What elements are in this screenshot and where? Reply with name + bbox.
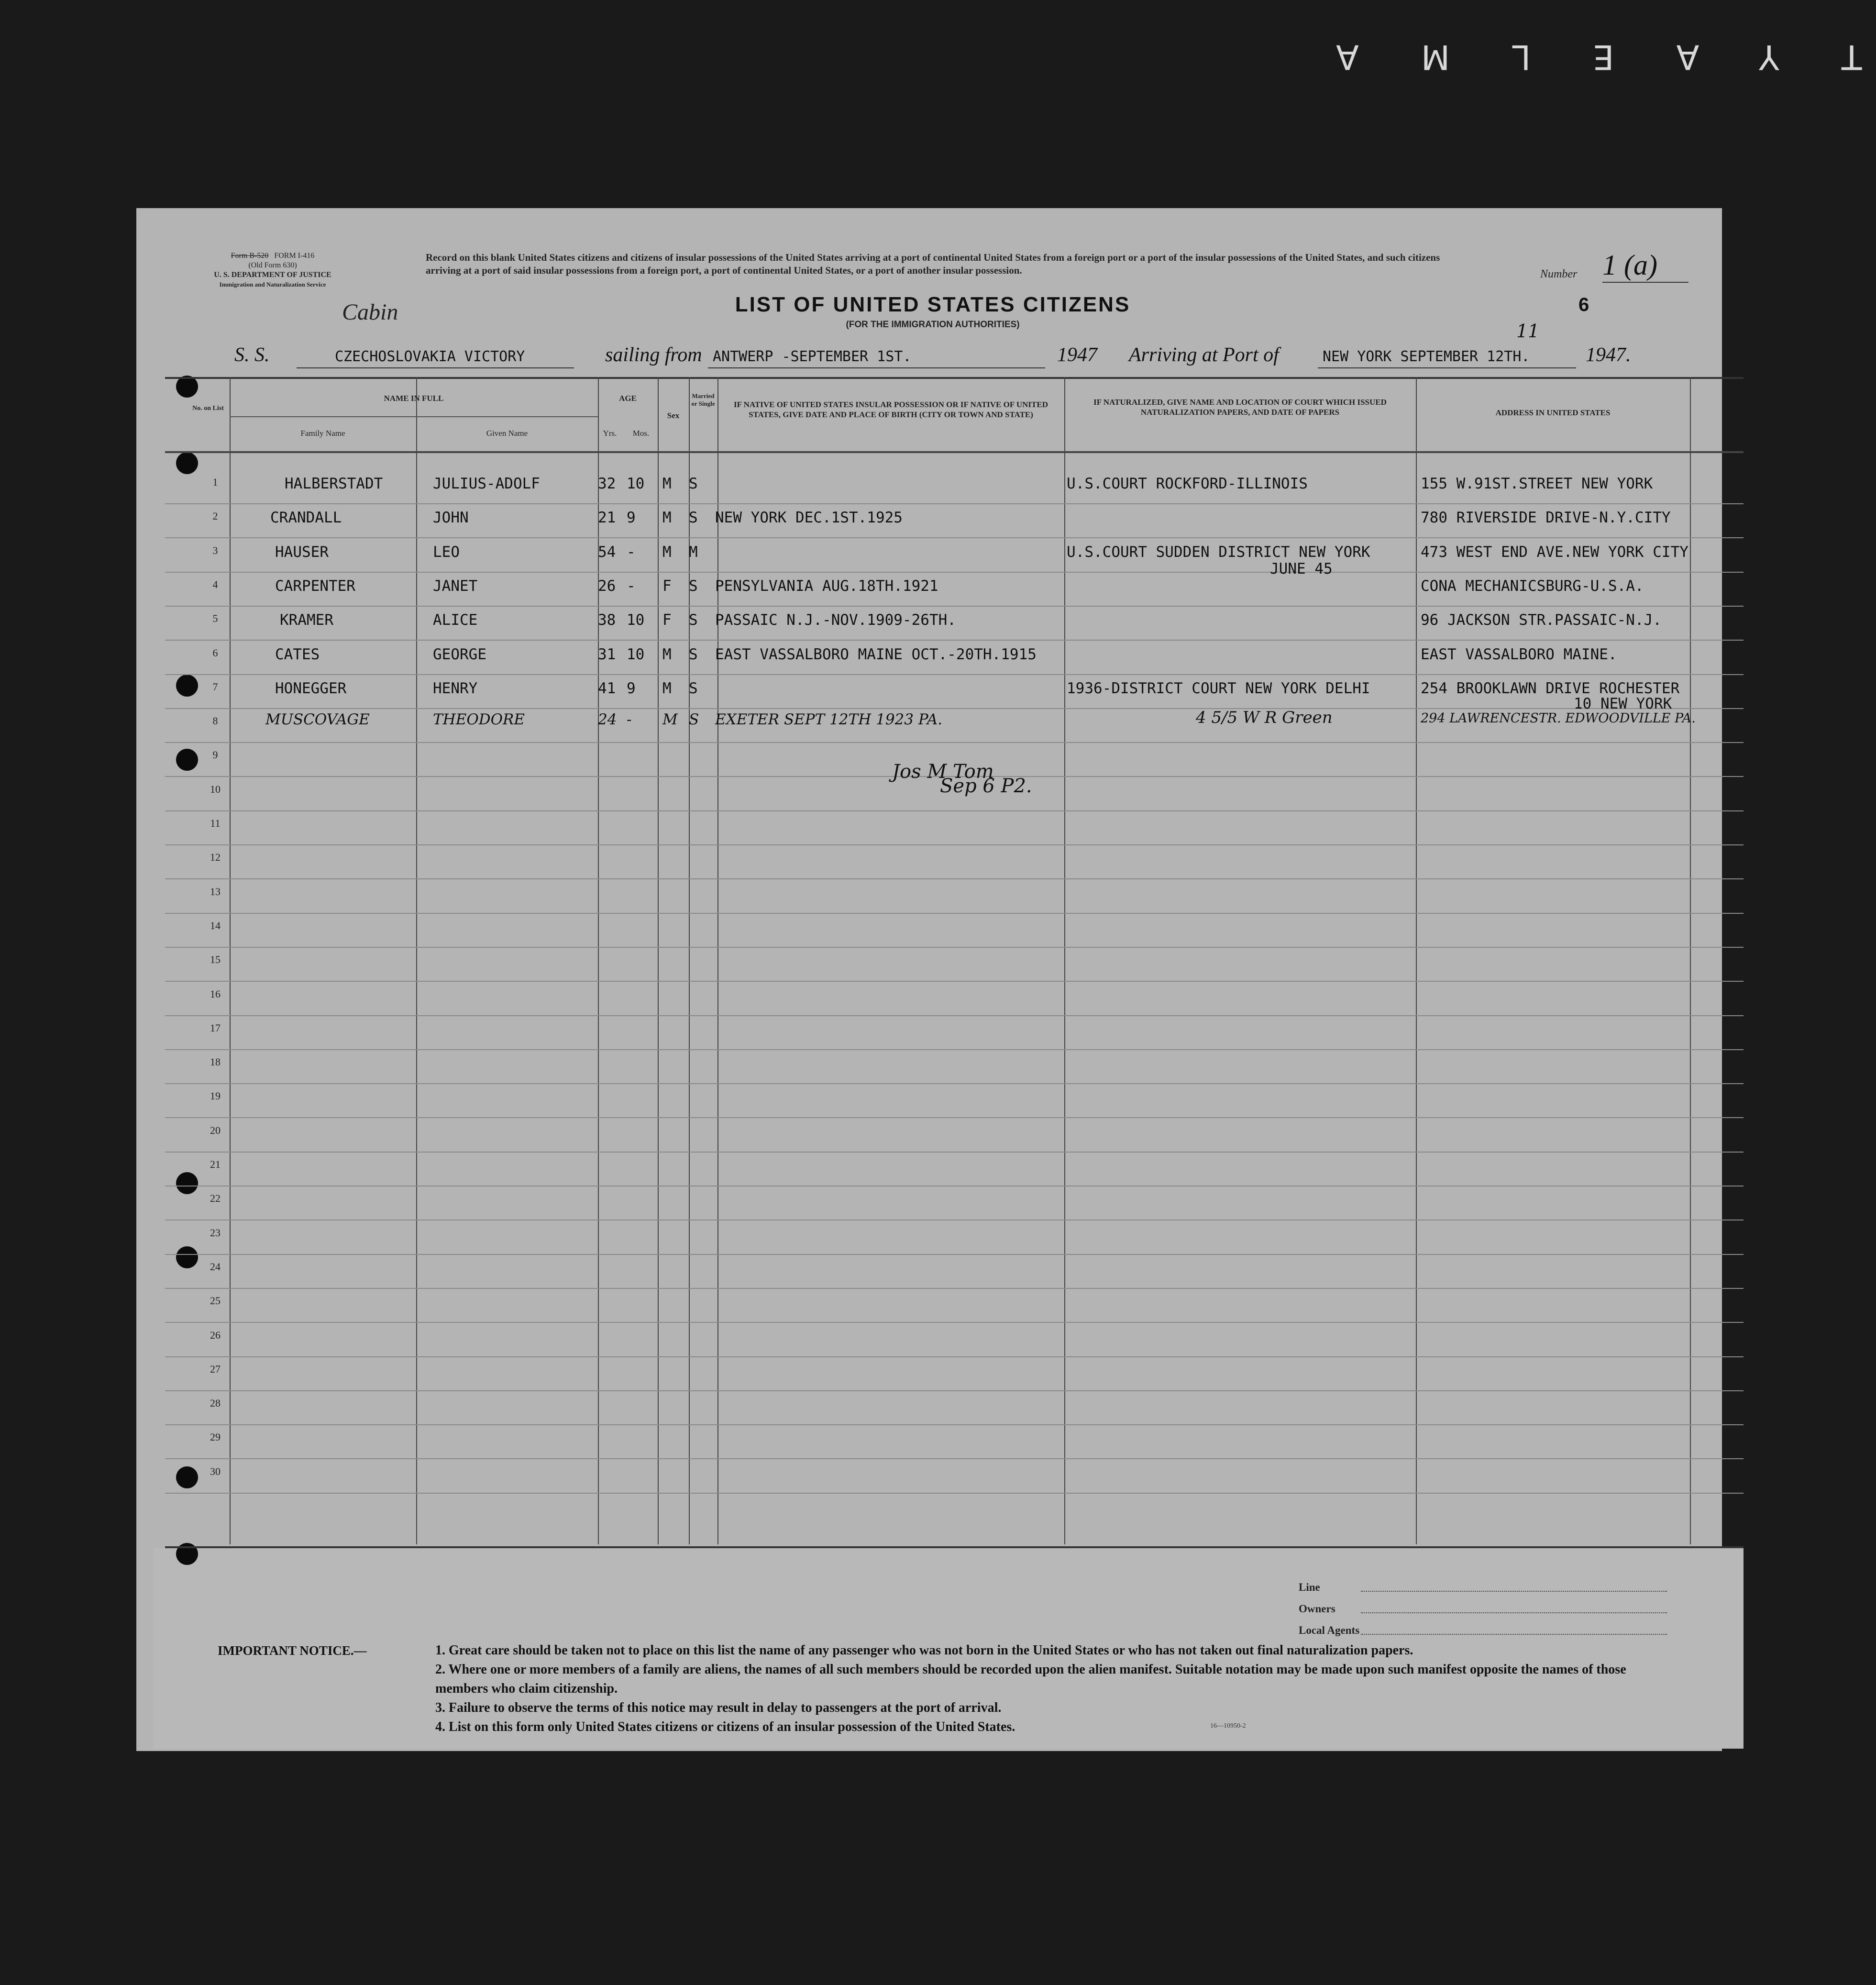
cell-address: 96 JACKSON STR.PASSAIC-N.J. [1421,611,1662,629]
old-form: (Old Form 630) [248,261,297,269]
row-number: 9 [212,749,218,761]
row-number: 6 [212,647,218,659]
cell-married-single: S [689,646,698,663]
cell-family-name: CARPENTER [275,577,355,595]
row-rule [165,1186,1744,1187]
cell-sex: M [662,543,672,561]
notice-item: 1. Great care should be taken not to place on this list the name of any passenger who was not born in the United States or who has not taken out final naturalization papers. [435,1643,1413,1658]
cell-sex: M [662,475,672,492]
cell-given-name: JOHN [433,509,469,526]
page-subtitle: (FOR THE IMMIGRATION AUTHORITIES) [846,320,1020,330]
col-given-name: Given Name [486,429,528,438]
row-number: 22 [210,1192,221,1204]
cell-age-years: 24 [598,711,617,728]
class-note: Cabin [342,299,398,325]
cell-given-name: GEORGE [433,646,486,663]
cell-naturalized: U.S.COURT ROCKFORD-ILLINOIS [1067,475,1308,492]
cell-address: 473 WEST END AVE.NEW YORK CITY [1421,543,1688,561]
cell-family-name: HALBERSTADT [285,475,383,492]
cell-family-name: HONEGGER [275,680,347,697]
year-2: 1947. [1586,344,1631,366]
row-rule [165,1356,1744,1357]
row-rule [165,810,1744,811]
col-family-name: Family Name [300,429,345,438]
col-married-single: Married or Single [691,392,715,407]
department: U. S. DEPARTMENT OF JUSTICE [214,271,331,279]
owners-label: Owners [1299,1603,1335,1615]
row-rule [165,1322,1744,1323]
row-rule [165,1458,1744,1459]
cell-naturalized: U.S.COURT SUDDEN DISTRICT NEW YORK [1067,543,1370,561]
cell-given-name: THEODORE [433,711,525,728]
local-agents-signature-field [1299,1624,1667,1637]
row-number: 25 [210,1295,221,1307]
cell-married-single: M [689,543,698,561]
row-rule [165,503,1744,504]
cell-age-years: 31 [598,646,616,663]
cell-address-continued: 10 NEW YORK [1574,695,1672,712]
cell-sex: M [662,711,678,728]
cell-age-years: 38 [598,611,616,629]
cell-birth: PENSYLVANIA AUG.18TH.1921 [715,577,938,595]
service: Immigration and Naturalization Service [219,281,326,288]
row-rule [165,1015,1744,1016]
col-yrs: Yrs. [603,429,617,438]
cell-age-months: - [627,543,636,561]
instruction-text: Record on this blank United States citizens and citizens of insular possessions of the United States arriving at a port of continental United States from a foreign port or a port of the insular possessions of the United States, and such citizens arriving at a port of said insular possessions from a foreign port, a port of continental United States, or a port of another insular possession. [426,252,1440,276]
row-rule [165,913,1744,914]
row-number: 26 [210,1329,221,1341]
cell-married-single: S [689,711,699,728]
cell-given-name: JULIUS-ADOLF [433,475,540,492]
cell-given-name: ALICE [433,611,478,629]
departure: ANTWERP -SEPTEMBER 1ST. [713,348,912,365]
cell-naturalized-date: JUNE 45 [1270,560,1333,577]
row-rule [165,1424,1744,1425]
cell-family-name: CATES [275,646,320,663]
row-rule [165,537,1744,538]
notice-item: 2. Where one or more members of a family are aliens, the names of all such members should be recorded upon the alien manifest. Suitable notation may be made upon such manifest opposite the names of those members who claim citizenship. [435,1662,1626,1696]
notice-item: 3. Failure to observe the terms of this notice may result in delay to passengers at the port of arrival. [435,1700,1002,1715]
header-bottom-line [165,451,1744,453]
cell-age-months: - [627,711,632,728]
year-1: 1947 [1057,344,1097,366]
sailing-label: sailing from [605,344,702,366]
row-rule [165,1288,1744,1289]
col-mos: Mos. [632,429,650,438]
row-number: 1 [212,476,218,488]
name-subheader-line [230,416,598,417]
col-naturalized: IF NATURALIZED, GIVE NAME AND LOCATION OF COURT WHICH ISSUED NATURALIZATION PAPERS, AND DATE OF PAPERS [1093,398,1387,417]
row-number: 10 [210,783,221,795]
row-rule [165,947,1744,948]
court-annotation: 4 5/5 W R Green [1196,708,1333,727]
cell-age-months: 9 [627,509,636,526]
cell-birth: EAST VASSALBORO MAINE OCT.-20TH.1915 [715,646,1037,663]
ship-name: CZECHOSLOVAKIA VICTORY [335,348,525,365]
cell-married-single: S [689,577,698,595]
number-value: 1 (a) [1602,249,1688,283]
cell-naturalized: 1936-DISTRICT COURT NEW YORK DELHI [1067,680,1370,697]
cell-married-single: S [689,680,698,697]
form-code: 16—10950-2 [1210,1722,1246,1730]
row-number: 24 [210,1261,221,1273]
cell-address: CONA MECHANICSBURG-U.S.A. [1421,577,1644,595]
cell-sex: M [662,509,672,526]
col-sex: Sex [667,411,680,420]
row-number: 28 [210,1397,221,1409]
row-number: 20 [210,1124,221,1136]
inspector-date: Sep 6 P2. [940,775,1032,797]
row-number: 13 [210,886,221,898]
row-rule [165,708,1744,709]
col-no: No. on List [192,405,224,412]
cell-address: 780 RIVERSIDE DRIVE-N.Y.CITY [1421,509,1671,526]
col-divider [658,377,659,1544]
row-rule [165,878,1744,879]
cell-age-years: 41 [598,680,616,697]
form-number: FORM I-416 [274,252,315,260]
col-divider [1064,377,1065,1544]
row-number: 14 [210,920,221,932]
col-divider [1690,377,1691,1544]
col-name-in-full: NAME IN FULL [384,394,444,403]
row-rule [165,981,1744,982]
row-rule [165,1254,1744,1255]
cell-sex: F [662,577,672,595]
row-rule [165,1049,1744,1050]
row-number: 21 [210,1158,221,1170]
cell-family-name: CRANDALL [270,509,342,526]
notice-lead: IMPORTANT NOTICE.— [218,1643,367,1658]
row-number: 27 [210,1363,221,1375]
col-divider [717,377,718,1544]
cell-age-years: 21 [598,509,616,526]
cell-married-single: S [689,611,698,629]
col-divider [1416,377,1417,1544]
local-agents-label: Local Agents [1299,1624,1360,1636]
row-number: 11 [210,817,221,829]
line-signature-field [1299,1581,1667,1594]
cell-age-years: 54 [598,543,616,561]
ss-label: S. S. [234,344,270,366]
cell-age-months: 10 [627,475,645,492]
row-number: 23 [210,1227,221,1239]
cell-birth: NEW YORK DEC.1ST.1925 [715,509,903,526]
cell-birth: PASSAIC N.J.-NOV.1909-26TH. [715,611,956,629]
form-identifier-block [143,251,402,289]
row-number: 7 [212,681,218,693]
row-rule [165,1390,1744,1391]
cell-birth: EXETER SEPT 12TH 1923 PA. [715,711,943,728]
row-number: 8 [212,715,218,727]
arrival: NEW YORK SEPTEMBER 12TH. [1323,348,1530,365]
row-rule [165,674,1744,675]
cell-married-single: S [689,509,698,526]
row-number: 29 [210,1431,221,1443]
cell-family-name: KRAMER [280,611,333,629]
row-rule [165,1493,1744,1494]
cell-address: EAST VASSALBORO MAINE. [1421,646,1617,663]
row-rule [165,572,1744,573]
row-rule [165,606,1744,607]
row-number: 16 [210,988,221,1000]
cell-age-months: 10 [627,611,645,629]
col-address: ADDRESS IN UNITED STATES [1495,408,1611,417]
cell-married-single: S [689,475,698,492]
cell-age-years: 26 [598,577,616,595]
row-number: 2 [212,510,218,522]
cell-given-name: JANET [433,577,478,595]
cell-address: 254 BROOKLAWN DRIVE ROCHESTER [1421,680,1680,697]
film-edge-marks: TYAELMA [1273,37,1862,77]
departure-underline [708,367,1045,368]
row-rule [165,1152,1744,1153]
row-number: 4 [212,578,218,590]
row-number: 19 [210,1090,221,1102]
cell-age-months: 9 [627,680,636,697]
row-number: 5 [212,612,218,624]
form-struck: Form B-520 [231,252,269,260]
col-age: AGE [619,394,637,403]
cell-age-years: 32 [598,475,616,492]
cell-sex: F [662,611,672,629]
row-rule [165,1083,1744,1084]
cell-given-name: LEO [433,543,460,561]
line-label: Line [1299,1581,1320,1593]
cell-address: 294 LAWRENCESTR. EDWOODVILLE PA. [1421,711,1696,726]
cell-sex: M [662,646,672,663]
row-rule [165,640,1744,641]
cell-age-months: - [627,577,636,595]
row-number: 3 [212,544,218,556]
cell-address: 155 W.91ST.STREET NEW YORK [1421,475,1653,492]
row-number: 18 [210,1056,221,1068]
col-birth: IF NATIVE OF UNITED STATES INSULAR POSSESSION OR IF NATIVE OF UNITED STATES, GIVE DATE AND PLACE OF BIRTH (CITY OR TOWN AND STATE) [734,400,1048,419]
col-divider [416,377,417,1544]
row-number: 15 [210,954,221,965]
arrival-correction: 11 [1516,321,1540,342]
cell-sex: M [662,680,672,697]
cell-family-name: MUSCOVAGE [265,711,370,728]
row-number: 12 [210,851,221,863]
notice-item: 4. List on this form only United States citizens or citizens of an insular possession of the United States. [435,1719,1015,1734]
number-label: Number [1540,268,1578,280]
row-number: 17 [210,1022,221,1034]
page-title: LIST OF UNITED STATES CITIZENS [735,293,1131,316]
ship-underline [297,367,574,368]
cell-age-months: 10 [627,646,645,663]
sheet-number: 6 [1578,294,1589,315]
inspector-annotation: Jos M Tom [892,761,994,783]
arriving-label: Arriving at Port of [1129,344,1279,366]
cell-given-name: HENRY [433,680,478,697]
row-rule [165,844,1744,845]
arrival-underline [1318,367,1576,368]
row-rule [165,1117,1744,1118]
row-number: 30 [210,1465,221,1477]
row-rule [165,742,1744,743]
owners-signature-field [1299,1603,1667,1615]
cell-family-name: HAUSER [275,543,329,561]
